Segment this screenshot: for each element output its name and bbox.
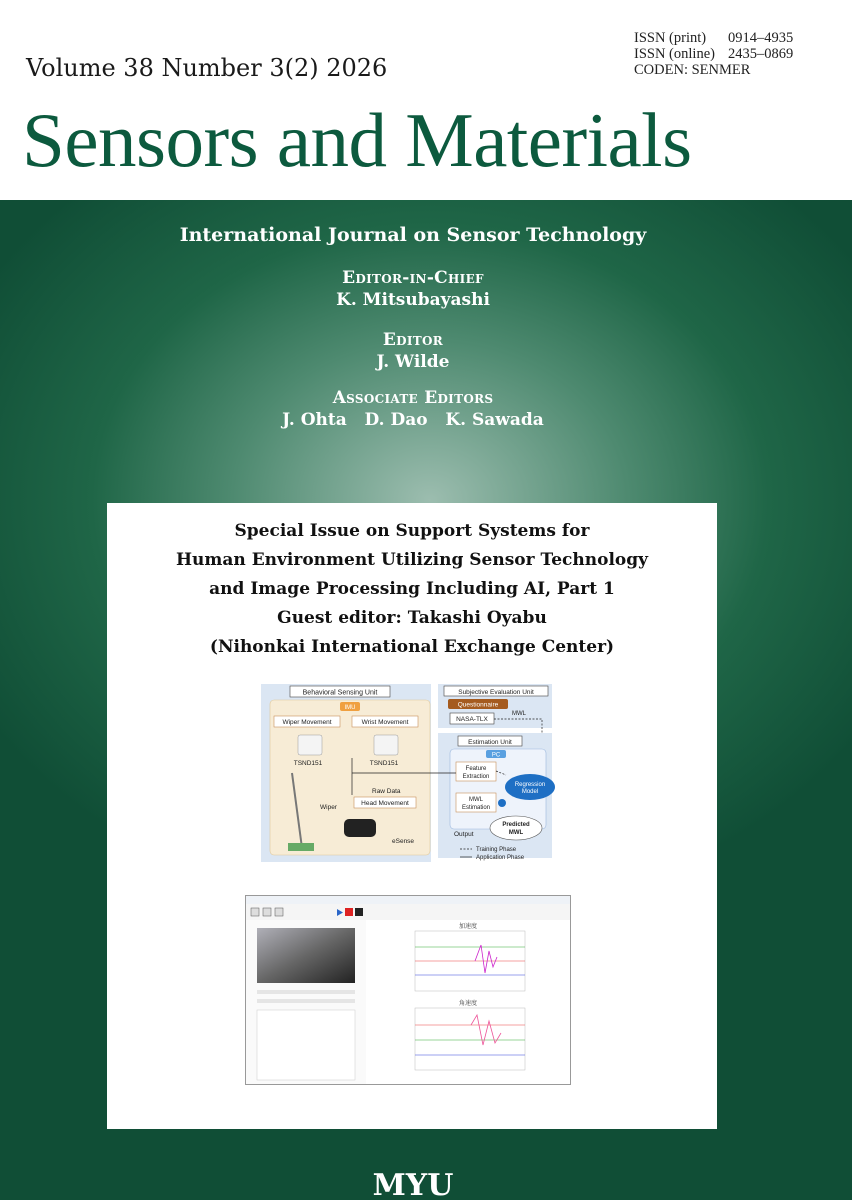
stop-icon bbox=[355, 908, 363, 916]
mwl-label: MWL bbox=[512, 711, 526, 717]
training-phase-label: Training Phase bbox=[476, 847, 517, 853]
mwl-estimation-line-1: MWL bbox=[469, 797, 483, 803]
output-label: Output bbox=[454, 831, 474, 838]
editor-in-chief-block bbox=[0, 268, 826, 310]
special-issue-panel bbox=[107, 503, 717, 1129]
estimation-node bbox=[498, 799, 506, 807]
wiper-head bbox=[288, 843, 314, 851]
tsnd-sensor-left bbox=[298, 735, 322, 755]
issn-block bbox=[634, 30, 793, 78]
video-scene bbox=[257, 928, 355, 983]
software-screenshot-figure bbox=[245, 895, 571, 1085]
editor-name: J. Wilde bbox=[376, 352, 450, 372]
issn-print-label: ISSN (print) bbox=[634, 30, 707, 46]
mwl-estimation-line-2: Estimation bbox=[461, 805, 491, 811]
wiper-label: Wiper bbox=[320, 804, 337, 811]
toolbar-icon-2 bbox=[263, 908, 271, 916]
cover-header bbox=[0, 0, 852, 200]
app-toolbar bbox=[246, 904, 570, 920]
predicted-line-2: MWL bbox=[508, 830, 524, 836]
special-issue-line-1: Special Issue on Support Systems for bbox=[234, 521, 590, 541]
esense-label: eSense bbox=[392, 838, 415, 845]
associate-editors-label: Associate Editors bbox=[332, 388, 494, 408]
pc-label: PC bbox=[491, 752, 501, 759]
tsnd-sensor-right bbox=[374, 735, 398, 755]
gyroscope-chart bbox=[415, 1008, 525, 1070]
status-row-2 bbox=[257, 999, 355, 1003]
volume-number: Volume 38 Number 3(2) 2026 bbox=[26, 54, 388, 82]
issn-print-value: 0914–4935 bbox=[728, 30, 794, 46]
raw-data-label: Raw Data bbox=[372, 788, 401, 795]
issn-online-label: ISSN (online) bbox=[634, 46, 715, 62]
guest-editor-affiliation: (Nihonkai International Exchange Center) bbox=[209, 637, 615, 657]
application-phase-label: Application Phase bbox=[476, 855, 525, 861]
log-area bbox=[257, 1010, 355, 1080]
toolbar-icon-3 bbox=[275, 908, 283, 916]
behavioral-unit-title: Behavioral Sensing Unit bbox=[302, 689, 378, 697]
associate-editors-block bbox=[0, 388, 826, 430]
issn-online-value: 2435–0869 bbox=[728, 46, 794, 62]
record-icon bbox=[345, 908, 353, 916]
editor-in-chief-name: K. Mitsubayashi bbox=[336, 290, 490, 310]
special-issue-line-3: and Image Processing Including AI, Part 1 bbox=[209, 579, 615, 599]
system-diagram-figure bbox=[260, 683, 560, 873]
editor-block bbox=[0, 330, 826, 372]
chart-top-title: 加速度 bbox=[458, 924, 478, 930]
nasa-tlx-label: NASA-TLX bbox=[456, 716, 488, 723]
special-issue-line-2: Human Environment Utilizing Sensor Technology bbox=[176, 550, 648, 570]
estimation-unit-title: Estimation Unit bbox=[468, 739, 512, 746]
tsnd-left-label: TSND151 bbox=[293, 760, 323, 767]
questionnaire-label: Questionnaire bbox=[457, 701, 499, 709]
imu-label: IMU bbox=[344, 705, 356, 711]
tsnd-right-label: TSND151 bbox=[369, 760, 399, 767]
app-titlebar bbox=[246, 896, 570, 904]
publisher-logo: MYU bbox=[372, 1168, 454, 1203]
subjective-unit-title: Subjective Evaluation Unit bbox=[458, 689, 534, 696]
predicted-mwl-ellipse bbox=[490, 816, 542, 840]
journal-title: Sensors and Materials bbox=[22, 97, 692, 183]
status-row-1 bbox=[257, 990, 355, 994]
editor-in-chief-label: Editor-in-Chief bbox=[342, 268, 484, 288]
special-issue-text bbox=[107, 517, 717, 662]
chart-bottom-title: 角速度 bbox=[458, 1001, 478, 1007]
wrist-movement-label: Wrist Movement bbox=[361, 719, 409, 726]
associate-editors-names: J. Ohta D. Dao K. Sawada bbox=[282, 410, 544, 430]
feature-extraction-line-2: Extraction bbox=[462, 774, 490, 780]
editor-label: Editor bbox=[382, 330, 444, 350]
guest-editor: Guest editor: Takashi Oyabu bbox=[277, 608, 547, 628]
feature-extraction-line-1: Feature bbox=[465, 766, 487, 772]
regression-line-2: Model bbox=[521, 789, 539, 795]
toolbar-icon-1 bbox=[251, 908, 259, 916]
coden: CODEN: SENMER bbox=[634, 62, 751, 78]
esense-earbuds bbox=[344, 819, 376, 837]
journal-subtitle: International Journal on Sensor Technology bbox=[179, 224, 647, 246]
wiper-movement-label: Wiper Movement bbox=[282, 719, 332, 726]
predicted-line-1: Predicted bbox=[502, 822, 530, 828]
head-movement-label: Head Movement bbox=[361, 800, 409, 807]
regression-line-1: Regression bbox=[514, 782, 546, 788]
